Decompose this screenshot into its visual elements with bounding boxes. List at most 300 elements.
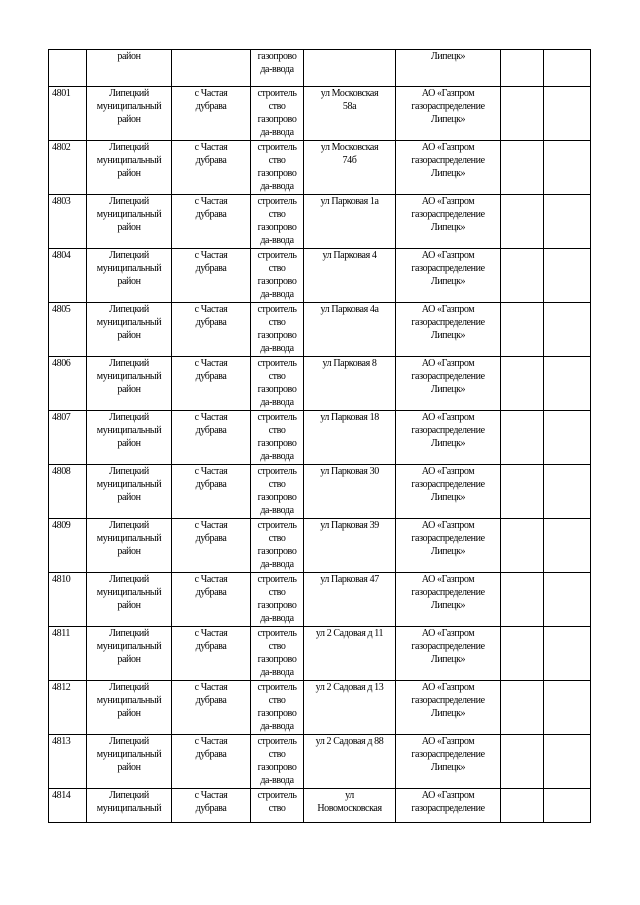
cell-empty [544, 411, 591, 465]
cell-village [172, 789, 251, 823]
table-row [49, 789, 591, 823]
cell-line: Липецк» [430, 330, 466, 341]
cell-district [87, 627, 172, 681]
cell-empty [544, 627, 591, 681]
cell-line: АО «Газпром [421, 88, 475, 99]
cell-organization [396, 249, 501, 303]
cell-line: ул 2 Садовая д 11 [315, 628, 384, 639]
cell-number: 4812 [49, 681, 87, 735]
cell-line: муниципальный [96, 317, 162, 328]
cell-line: газопрово [257, 222, 297, 233]
cell-organization [396, 789, 501, 823]
cell-empty [544, 87, 591, 141]
cell-line: ство [268, 479, 286, 490]
registry-table-body [49, 50, 591, 823]
cell-empty [501, 141, 544, 195]
cell-line: район [117, 384, 141, 395]
cell-village [172, 411, 251, 465]
cell-line: дубрава [195, 263, 227, 274]
cell-line: газораспределение [411, 101, 485, 112]
cell-village [172, 303, 251, 357]
cell-line: АО «Газпром [421, 358, 475, 369]
cell-line: Липецкий [109, 466, 149, 477]
cell-line: дубрава [195, 533, 227, 544]
cell-work-type [251, 303, 304, 357]
cell-work-type [251, 249, 304, 303]
cell-line: Липецкий [109, 574, 149, 585]
cell-address [304, 50, 396, 87]
cell-line: дубрава [195, 425, 227, 436]
cell-line: ул Парковая 39 [320, 520, 379, 531]
cell-line: да-ввода [260, 289, 294, 300]
cell-organization [396, 411, 501, 465]
cell-line: ул Парковая 18 [320, 412, 379, 423]
cell-line: район [117, 492, 141, 503]
cell-line: газораспределение [411, 695, 485, 706]
cell-empty [501, 627, 544, 681]
cell-line: да-ввода [260, 397, 294, 408]
cell-district [87, 303, 172, 357]
cell-line: строитель [257, 250, 297, 261]
cell-line: газораспределение [411, 587, 485, 598]
cell-line: АО «Газпром [421, 682, 475, 693]
table-row [49, 627, 591, 681]
cell-line: Липецк» [430, 168, 466, 179]
cell-line: район [117, 222, 141, 233]
cell-line: Липецкий [109, 358, 149, 369]
cell-district [87, 789, 172, 823]
cell-work-type [251, 519, 304, 573]
cell-line: АО «Газпром [421, 574, 475, 585]
cell-line: район [117, 546, 141, 557]
cell-line: муниципальный [96, 155, 162, 166]
cell-line: ство [268, 209, 286, 220]
cell-address [304, 357, 396, 411]
cell-village [172, 195, 251, 249]
table-row [49, 357, 591, 411]
cell-line: с Частая [194, 88, 228, 99]
cell-line: газопрово [257, 276, 297, 287]
cell-address [304, 465, 396, 519]
cell-line: строитель [257, 520, 297, 531]
cell-line: район [117, 114, 141, 125]
cell-village [172, 87, 251, 141]
cell-work-type [251, 789, 304, 823]
cell-line: газопрово [257, 438, 297, 449]
cell-organization [396, 87, 501, 141]
cell-address [304, 519, 396, 573]
cell-line: АО «Газпром [421, 790, 475, 801]
cell-empty [501, 519, 544, 573]
cell-line: газопрово [257, 114, 297, 125]
cell-line: Липецкий [109, 520, 149, 531]
cell-line: район [117, 708, 141, 719]
cell-line: с Частая [194, 196, 228, 207]
cell-line: ство [268, 101, 286, 112]
cell-number: 4811 [49, 627, 87, 681]
cell-line: с Частая [194, 574, 228, 585]
cell-line: ство [268, 371, 286, 382]
cell-line: да-ввода [260, 343, 294, 354]
cell-line: газораспределение [411, 425, 485, 436]
cell-address [304, 195, 396, 249]
cell-organization [396, 573, 501, 627]
cell-line: ул Парковая 47 [320, 574, 379, 585]
cell-work-type [251, 87, 304, 141]
cell-line: да-ввода [260, 721, 294, 732]
cell-line: да-ввода [260, 775, 294, 786]
cell-address [304, 573, 396, 627]
cell-village [172, 735, 251, 789]
cell-line: газопрово [257, 51, 297, 62]
cell-work-type [251, 627, 304, 681]
cell-organization [396, 141, 501, 195]
cell-line: да-ввода [260, 64, 294, 75]
cell-line: строитель [257, 790, 297, 801]
cell-empty [544, 465, 591, 519]
cell-line: муниципальный [96, 371, 162, 382]
cell-line: да-ввода [260, 235, 294, 246]
cell-village [172, 50, 251, 87]
cell-work-type [251, 357, 304, 411]
cell-line: да-ввода [260, 667, 294, 678]
cell-line: дубрава [195, 209, 227, 220]
cell-number: 4813 [49, 735, 87, 789]
cell-line: ство [268, 749, 286, 760]
cell-line: район [117, 330, 141, 341]
cell-work-type [251, 681, 304, 735]
cell-line: муниципальный [96, 209, 162, 220]
cell-empty [544, 195, 591, 249]
cell-line: да-ввода [260, 181, 294, 192]
cell-line: с Частая [194, 628, 228, 639]
cell-number: 4801 [49, 87, 87, 141]
cell-address [304, 141, 396, 195]
cell-village [172, 519, 251, 573]
cell-line: газопрово [257, 546, 297, 557]
cell-line: ул Парковая 30 [320, 466, 379, 477]
cell-line: АО «Газпром [421, 196, 475, 207]
cell-line: дубрава [195, 371, 227, 382]
cell-line: Липецк» [430, 762, 466, 773]
cell-line: Липецкий [109, 196, 149, 207]
table-row [49, 141, 591, 195]
cell-line: АО «Газпром [421, 304, 475, 315]
cell-number: 4807 [49, 411, 87, 465]
cell-number: 4810 [49, 573, 87, 627]
table-row [49, 735, 591, 789]
cell-district [87, 519, 172, 573]
cell-line: район [117, 438, 141, 449]
cell-line: Липецкий [109, 790, 149, 801]
table-row [49, 519, 591, 573]
cell-empty [544, 789, 591, 823]
cell-address [304, 627, 396, 681]
cell-line: район [117, 168, 141, 179]
cell-line: муниципальный [96, 425, 162, 436]
table-row [49, 195, 591, 249]
cell-line: ство [268, 533, 286, 544]
cell-line: ство [268, 641, 286, 652]
cell-line: Липецкий [109, 142, 149, 153]
cell-line: да-ввода [260, 559, 294, 570]
cell-number: 4808 [49, 465, 87, 519]
cell-empty [544, 141, 591, 195]
cell-number: 4804 [49, 249, 87, 303]
cell-district [87, 465, 172, 519]
cell-number: 4806 [49, 357, 87, 411]
cell-empty [501, 357, 544, 411]
cell-line: ул Московская [320, 142, 379, 153]
cell-village [172, 141, 251, 195]
cell-line: ул [345, 790, 354, 801]
cell-line: строитель [257, 88, 297, 99]
cell-empty [544, 519, 591, 573]
cell-empty [501, 573, 544, 627]
cell-line: ство [268, 587, 286, 598]
cell-line: ство [268, 425, 286, 436]
cell-address [304, 303, 396, 357]
cell-district [87, 411, 172, 465]
cell-line: газораспределение [411, 263, 485, 274]
cell-empty [501, 249, 544, 303]
cell-line: Липецк» [430, 51, 466, 62]
cell-district [87, 87, 172, 141]
table-row [49, 249, 591, 303]
cell-line: АО «Газпром [421, 412, 475, 423]
cell-empty [544, 50, 591, 87]
table-row [49, 303, 591, 357]
cell-village [172, 249, 251, 303]
cell-line: дубрава [195, 479, 227, 490]
cell-address [304, 681, 396, 735]
cell-line: с Частая [194, 250, 228, 261]
cell-line: ство [268, 803, 286, 814]
cell-line: Липецкий [109, 412, 149, 423]
cell-line: газопрово [257, 492, 297, 503]
cell-line: Липецкий [109, 628, 149, 639]
cell-empty [544, 249, 591, 303]
cell-organization [396, 195, 501, 249]
cell-line: АО «Газпром [421, 520, 475, 531]
cell-line: строитель [257, 142, 297, 153]
cell-line: муниципальный [96, 749, 162, 760]
cell-work-type [251, 573, 304, 627]
cell-line: строитель [257, 628, 297, 639]
cell-village [172, 465, 251, 519]
cell-village [172, 573, 251, 627]
cell-line: с Частая [194, 358, 228, 369]
cell-line: муниципальный [96, 803, 162, 814]
cell-line: с Частая [194, 682, 228, 693]
cell-line: район [117, 51, 141, 62]
table-row [49, 465, 591, 519]
cell-line: да-ввода [260, 127, 294, 138]
cell-address [304, 87, 396, 141]
cell-line: дубрава [195, 695, 227, 706]
cell-line: строитель [257, 682, 297, 693]
cell-line: Липецк» [430, 654, 466, 665]
cell-line: Липецк» [430, 384, 466, 395]
cell-line: газораспределение [411, 317, 485, 328]
cell-line: муниципальный [96, 533, 162, 544]
cell-district [87, 141, 172, 195]
cell-line: Липецк» [430, 222, 466, 233]
cell-number: 4809 [49, 519, 87, 573]
cell-district [87, 249, 172, 303]
cell-organization [396, 465, 501, 519]
cell-line: 74б [342, 155, 357, 166]
cell-line: газопрово [257, 168, 297, 179]
cell-empty [501, 87, 544, 141]
cell-line: да-ввода [260, 505, 294, 516]
cell-line: Липецк» [430, 114, 466, 125]
cell-line: муниципальный [96, 479, 162, 490]
cell-organization [396, 357, 501, 411]
cell-empty [501, 789, 544, 823]
cell-line: дубрава [195, 803, 227, 814]
cell-line: с Частая [194, 142, 228, 153]
cell-line: газораспределение [411, 641, 485, 652]
cell-line: муниципальный [96, 587, 162, 598]
cell-work-type [251, 735, 304, 789]
cell-organization [396, 627, 501, 681]
cell-work-type [251, 465, 304, 519]
cell-line: газопрово [257, 708, 297, 719]
cell-number: 4805 [49, 303, 87, 357]
cell-line: ство [268, 263, 286, 274]
cell-organization [396, 519, 501, 573]
cell-line: ул Московская [320, 88, 379, 99]
cell-line: с Частая [194, 520, 228, 531]
cell-line: ул Парковая 4 [322, 250, 377, 261]
cell-empty [501, 681, 544, 735]
cell-line: строитель [257, 412, 297, 423]
cell-address [304, 789, 396, 823]
cell-line: газораспределение [411, 749, 485, 760]
cell-empty [501, 411, 544, 465]
cell-line: Липецк» [430, 276, 466, 287]
cell-line: строитель [257, 358, 297, 369]
cell-address [304, 249, 396, 303]
cell-line: газопрово [257, 600, 297, 611]
cell-line: газопрово [257, 330, 297, 341]
cell-organization [396, 735, 501, 789]
cell-empty [544, 681, 591, 735]
cell-line: дубрава [195, 155, 227, 166]
cell-line: дубрава [195, 101, 227, 112]
cell-empty [501, 50, 544, 87]
table-row [49, 50, 591, 87]
cell-line: Липецк» [430, 546, 466, 557]
cell-line: газораспределение [411, 371, 485, 382]
cell-line: ул 2 Садовая д 88 [315, 736, 384, 747]
cell-line: строитель [257, 736, 297, 747]
cell-line: с Частая [194, 304, 228, 315]
cell-address [304, 411, 396, 465]
cell-organization [396, 303, 501, 357]
cell-district [87, 573, 172, 627]
cell-district [87, 681, 172, 735]
cell-empty [544, 303, 591, 357]
cell-line: Липецкий [109, 88, 149, 99]
cell-line: Липецк» [430, 708, 466, 719]
table-row [49, 411, 591, 465]
cell-line: с Частая [194, 466, 228, 477]
cell-line: газораспределение [411, 533, 485, 544]
cell-district [87, 735, 172, 789]
cell-line: дубрава [195, 317, 227, 328]
cell-line: да-ввода [260, 451, 294, 462]
table-row [49, 87, 591, 141]
cell-line: район [117, 654, 141, 665]
cell-line: ство [268, 155, 286, 166]
cell-organization [396, 681, 501, 735]
cell-line: район [117, 276, 141, 287]
cell-line: строитель [257, 304, 297, 315]
cell-line: Липецкий [109, 736, 149, 747]
cell-number: 4803 [49, 195, 87, 249]
table-row [49, 681, 591, 735]
registry-table [48, 49, 591, 823]
cell-line: газораспределение [411, 155, 485, 166]
cell-line: дубрава [195, 749, 227, 760]
cell-village [172, 357, 251, 411]
cell-line: ство [268, 317, 286, 328]
cell-empty [501, 735, 544, 789]
cell-line: муниципальный [96, 641, 162, 652]
cell-line: ул 2 Садовая д 13 [315, 682, 384, 693]
cell-line: газораспределение [411, 803, 485, 814]
cell-empty [544, 573, 591, 627]
cell-line: ул Парковая 1а [320, 196, 379, 207]
cell-organization [396, 50, 501, 87]
cell-line: строитель [257, 466, 297, 477]
cell-line: газопрово [257, 384, 297, 395]
cell-work-type [251, 411, 304, 465]
cell-district [87, 357, 172, 411]
cell-line: АО «Газпром [421, 466, 475, 477]
cell-number: 4802 [49, 141, 87, 195]
cell-line: с Частая [194, 736, 228, 747]
cell-line: район [117, 600, 141, 611]
cell-line: Липецк» [430, 600, 466, 611]
cell-address [304, 735, 396, 789]
cell-line: строитель [257, 574, 297, 585]
cell-line: строитель [257, 196, 297, 207]
cell-line: АО «Газпром [421, 628, 475, 639]
cell-line: Липецкий [109, 682, 149, 693]
cell-line: газораспределение [411, 209, 485, 220]
cell-line: дубрава [195, 641, 227, 652]
cell-line: муниципальный [96, 695, 162, 706]
cell-empty [501, 465, 544, 519]
cell-line: Липецк» [430, 492, 466, 503]
cell-line: муниципальный [96, 101, 162, 112]
cell-village [172, 681, 251, 735]
cell-line: Новомосковская [317, 803, 382, 814]
cell-number [49, 50, 87, 87]
cell-line: АО «Газпром [421, 142, 475, 153]
cell-line: Липецкий [109, 250, 149, 261]
cell-line: муниципальный [96, 263, 162, 274]
cell-line: район [117, 762, 141, 773]
cell-line: ул Парковая 8 [322, 358, 377, 369]
cell-line: с Частая [194, 412, 228, 423]
cell-line: газопрово [257, 762, 297, 773]
cell-work-type [251, 141, 304, 195]
cell-empty [501, 195, 544, 249]
